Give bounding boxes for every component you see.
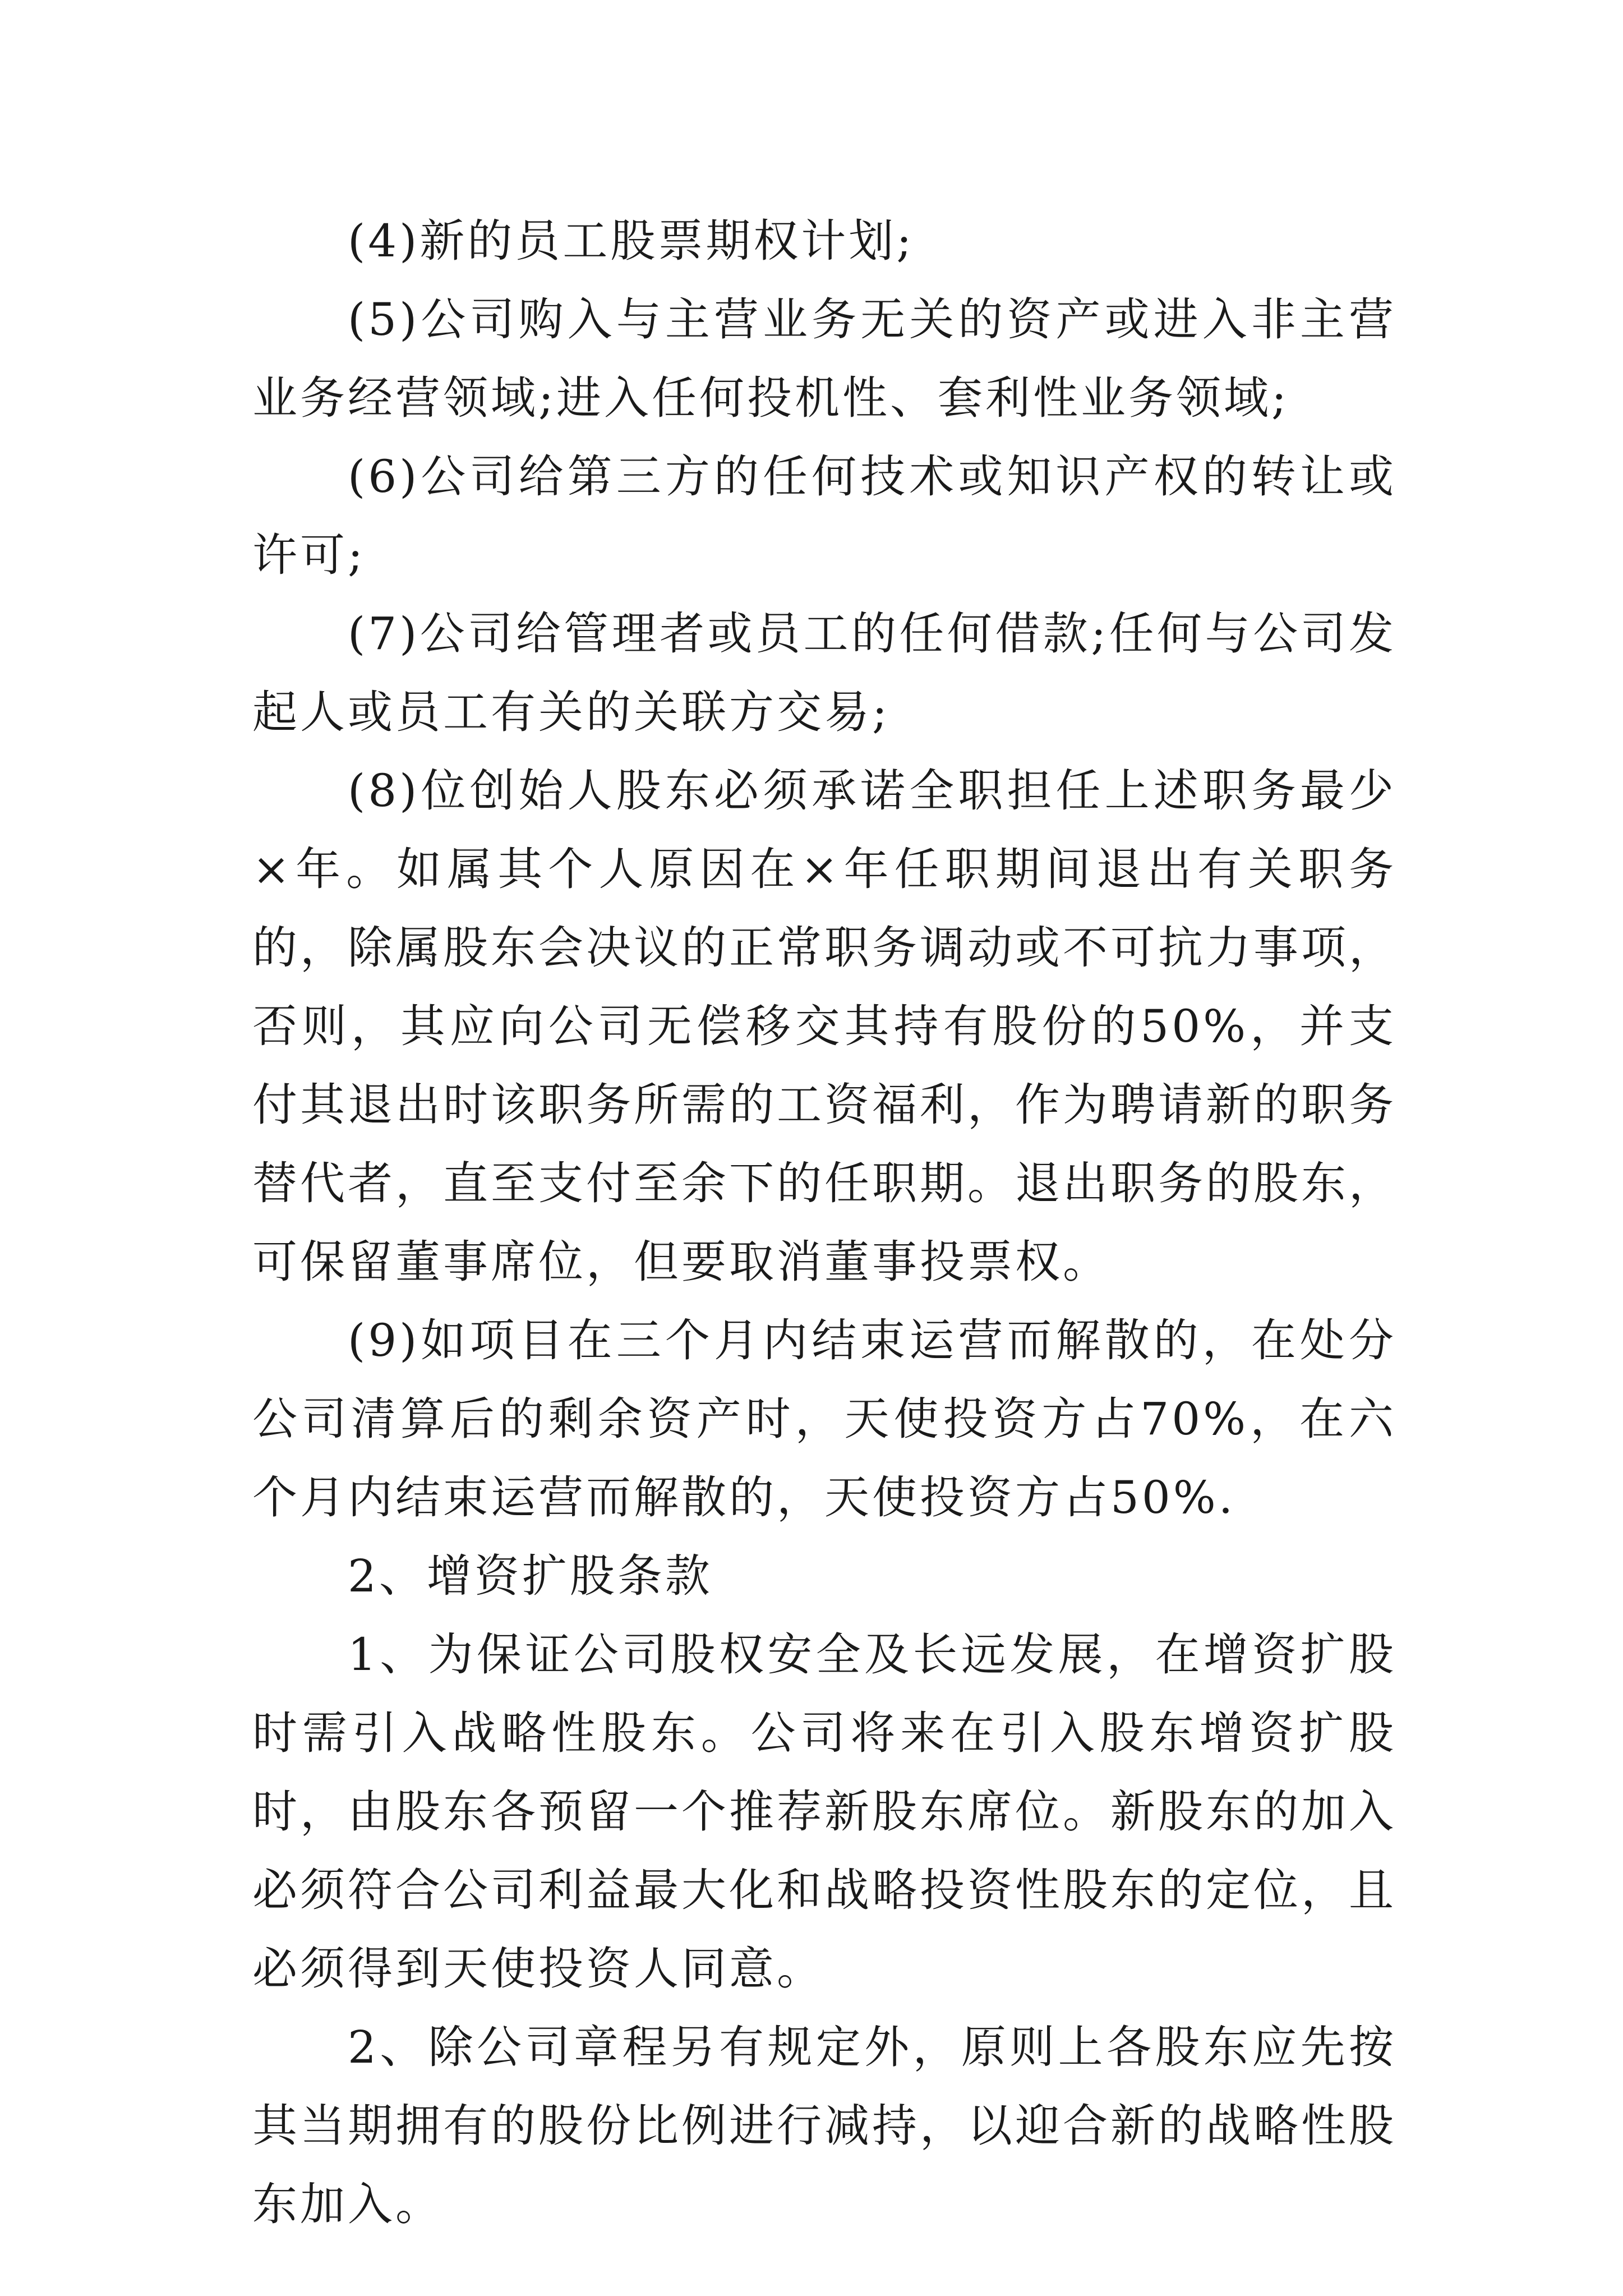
paragraph-item-8: (8)位创始人股东必须承诺全职担任上述职务最少×年。如属其个人原因在×年任职期间退出有关职务的，除属股东会决议的正常职务调动或不可抗力事项，否则，其应向公司无偿移交其持有股份的50%，并支付其退出时该职务所需的工资福利，作为聘请新的职务替代者，直至支付至余下的任职期。退出职务的股东，可保留董事席位，但要取消董事投票权。	[252, 765, 1396, 1288]
paragraph-item-5: (5)公司购入与主营业务无关的资产或进入非主营业务经营领域;进入任何投机性、套利性业务领域;	[252, 293, 1396, 424]
paragraph-item-7: (7)公司给管理者或员工的任何借款;任何与公司发起人或员工有关的关联方交易;	[252, 608, 1396, 738]
paragraph-item-6: (6)公司给第三方的任何技术或知识产权的转让或许可;	[252, 450, 1396, 581]
paragraph-item-9: (9)如项目在三个月内结束运营而解散的，在处分公司清算后的剩余资产时，天使投资方占70%，在六个月内结束运营而解散的，天使投资方占50%.	[252, 1314, 1396, 1524]
paragraph-clause-2: 2、除公司章程另有规定外，原则上各股东应先按其当期拥有的股份比例进行减持，以迎合新的战略性股东加入。	[252, 2021, 1396, 2230]
paragraph-item-4: (4)新的员工股票期权计划;	[348, 215, 915, 267]
section-heading-capital-increase: 2、增资扩股条款	[348, 1550, 713, 1602]
paragraph-clause-1: 1、为保证公司股权安全及长远发展，在增资扩股时需引入战略性股东。公司将来在引入股东增资扩股时，由股东各预留一个推荐新股东席位。新股东的加入必须符合公司利益最大化和战略投资性股东的定位，且必须得到天使投资人同意。	[252, 1628, 1396, 1995]
document-body	[252, 202, 1396, 2244]
